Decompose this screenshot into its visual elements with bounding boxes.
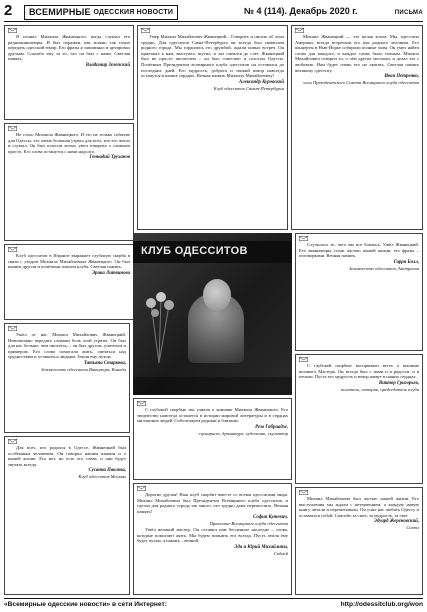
letter-block: [295, 354, 423, 484]
letter-signature: Геннадий Труханов: [89, 155, 130, 161]
letter-text: Для всех, кто родился в Одессе, Жванецкий был особенным человеком. Он говорил нашим языком и о нашей жизни. Его нет, но есть его слова, и они будут звучать всегда.: [8, 445, 126, 467]
flowers-icon: [139, 283, 179, 363]
letter-block: [291, 25, 423, 230]
letter-block: [4, 436, 130, 595]
letter-signature: Эда и Юрий Михайлины,: [234, 544, 288, 550]
portrait-face: [203, 279, 231, 311]
letter-affiliation: писатель, сатирик, председатель клуба: [341, 386, 419, 392]
photo-banner: [133, 241, 292, 263]
letter-affiliation: Сидней: [273, 550, 288, 556]
letter-affiliation: сценарист, драматург, художник, скульптор: [198, 430, 288, 436]
envelope-icon: [8, 28, 17, 33]
banner-text-icon: КЛУБ ОДЕССИТОВ: [141, 245, 248, 257]
envelope-icon: [295, 28, 304, 33]
letter-block: [137, 25, 288, 230]
letter-block: [133, 483, 292, 595]
letter-block: [295, 487, 423, 595]
footer-link[interactable]: http://odessitclub.org/won: [340, 601, 423, 608]
letter-signature: Виктор Григорьев,: [379, 380, 419, 386]
brand-subtitle: ОДЕССКИЯ НОВОСТИ: [93, 9, 174, 16]
letter-affiliation: Землячество одесситов, Австралия: [348, 265, 419, 271]
letter-text: Случилось то, чего мы все боялись. Ушёл Жванецкий. Его миниатюры стали частью нашей жизни, его фразы – поговорками. Вечная память.: [299, 242, 419, 259]
letter-text: Я познал Михаила Жванецкого, когда слушал его радиоминиатюры. И был поражен, как можно так точно передать одесский юмор. Его фразы я запоминал и цитировал друзьям. Спасибо ему за то, что он был с нами. Светлая память.: [8, 34, 130, 62]
letter-block: [4, 244, 134, 320]
letter-text: С глубокой скорбью восприняли весть о кончине великого Мастера. Он всегда был с нами и в радости, и в печали. Пусть его мудрость и юмор живут в наших сердцах.: [299, 363, 419, 380]
letter-block: [4, 323, 130, 433]
letter-block: [4, 25, 134, 120]
letter-affiliation: Правление Всемирного клуба одесситов: [209, 521, 288, 527]
letter-text: С глубокой скорбью мы узнали о кончине Михаила Жванецкого. Его творчество навсегда останется в истории мировой литературы и в сердцах миллионов людей. Соболезнуем родным и близким.: [137, 407, 288, 424]
envelope-icon: [137, 401, 146, 406]
letter-signature: Резо Габриадзе,: [255, 424, 288, 430]
letter-signature: Александр Куровский: [239, 79, 284, 85]
letter-block: [4, 123, 134, 241]
letter-text: Дорогие друзья! Наш клуб скорбит вместе со всеми одесситами мира. Михаил Михайлович был Президентом Всемирного клуба одесситов, и сделал для родного города так много, что трудно даже перечислить. Вечная память!: [137, 492, 288, 514]
letter-signature: Гарри Болл,: [393, 259, 419, 265]
letter-signature: Сусанна Павлова,: [88, 468, 126, 474]
letter-text: Михаил Михайлович был частью нашей жизни. Его выступления мы ждали с нетерпением, а каждую новую книгу читали и перечитывали. Он учил нас любить Одессу и оставаться собой. Спасибо за смех, за мудрость, за свет.: [299, 496, 419, 518]
envelope-icon: [141, 28, 150, 33]
envelope-icon: [8, 247, 17, 252]
masthead-brand: [24, 5, 178, 20]
letter-signature: Татьяна Старкова,: [84, 360, 126, 366]
section-title: ПИСЬМА: [394, 10, 423, 16]
issue-info: № 4 (114). Декабрь 2020 г.: [244, 6, 358, 16]
letter-text: Ушёл великий мастер. Он оставил нам бесценное наследие – слова, которые помогают жить. Мы будем помнить его всегда. Пусть земля ему будет пухом, а память – вечной.: [137, 526, 288, 544]
envelope-icon: [299, 236, 308, 241]
letter-affiliation: член Президентского Совета Всемирного клуба одесситов: [303, 80, 419, 86]
envelope-icon: [137, 486, 146, 491]
letter-signature: София Кутевич,: [253, 515, 288, 521]
letter-signature: Эрика Литвинова: [91, 270, 130, 276]
letter-text: Не стало Михаила Жванецкого. И это не только событие для Одессы, это очень большая утрата для всех, кто его читал и слушал. Он был голосом эпохи, умел говорить о сложном просто. Его слова останутся с нами надолго.: [8, 132, 130, 154]
letter-affiliation: Клуб одесситов Москвы: [78, 474, 126, 480]
letter-text: Умер Михаил Михайлович Жванецкий... Говорить и писать об этом трудно. Для одесситов Санкт-Петербурга он всегда был символом родного города. Мы гордились его дружбой, ждали новых встреч. Он приезжал к нам, выступал, шутил, и зал смеялся до слёз. Жванецкий был не просто писателем – он был совестью и голосом Одессы. Почётным Президентом всемирного клуба одесситов он оставался до последних дней. Его мудрость, доброта и тонкий юмор навсегда останутся в наших сердцах. Вечная память Михаилу Михайловичу!: [141, 34, 284, 79]
letter-affiliation: Клуб одесситов Санкт-Петербурга: [213, 85, 284, 91]
page-number: 2: [4, 2, 13, 19]
page-footer: [4, 598, 423, 611]
letter-affiliation: Сиэтл: [406, 525, 419, 531]
envelope-icon: [8, 126, 17, 131]
brand-title: ВСЕМИРНЫЕ: [29, 7, 91, 17]
envelope-icon: [8, 326, 17, 331]
footer-text: «Всемирные одесские новости» в сети Интернет:: [4, 601, 167, 608]
letter-signature: Эдуард Жереновский,: [373, 519, 419, 525]
letter-text: Клуб одесситов в Израиле выражает глубокую скорбь в связи с уходом Михаила Михайловича Жванецкого. Он был нашим другом и почётным членом клуба. Светлая память.: [8, 253, 130, 270]
photo-shade: [133, 377, 292, 395]
letter-block: [133, 398, 292, 480]
envelope-icon: [299, 490, 308, 495]
envelope-icon: [299, 357, 308, 362]
page-header: [4, 3, 423, 22]
letter-text: Ушёл от нас Михаил Михайлович Жванецкий. Невозможно передать словами боль этой утраты. Он был для нас больше, чем писатель, – он был другом, учителем и примером. Его слова помогали жить, смеяться над трудностями и оставаться людьми. Земля ему пухом.: [8, 332, 126, 360]
envelope-icon: [8, 439, 17, 444]
letter-extra: [137, 527, 288, 556]
letter-text: Михаил Жванецкий — это целая эпоха. Мы, одесситы Америки, всегда встречали его как родного человека. Его концерты в Нью-Йорке собирали полные залы. Он умел найти слово для каждого, и каждое слово было точным. Михаил Михайлович говорил то, о чём другие молчали, и делал это с любовью. Нам будет очень его не хватать. Светлая память великому одесситу.: [295, 34, 419, 73]
letter-signature: Владимир Зеленский: [85, 62, 130, 68]
letter-affiliation: Землячество одесситов Ванкувера, Канада: [41, 366, 126, 372]
letter-block: [295, 233, 423, 351]
memorial-photo: [133, 233, 292, 395]
letter-signature: Иван Петренко,: [384, 74, 419, 80]
